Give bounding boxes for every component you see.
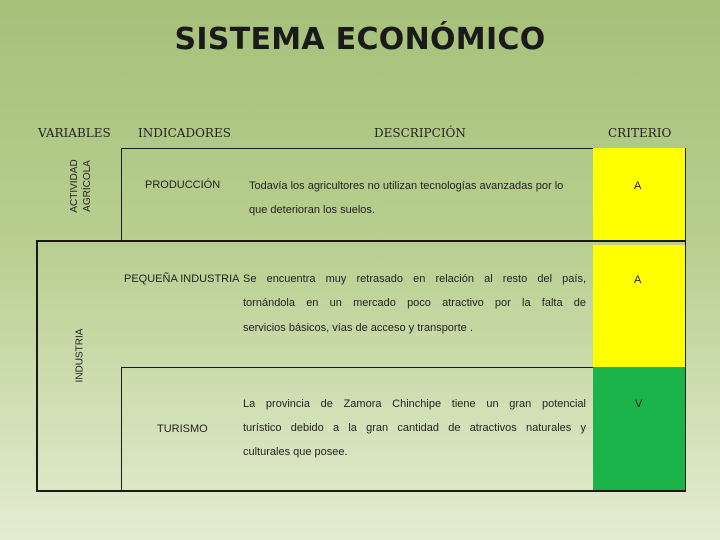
desc-produccion-line1: Todavía los agricultores no utilizan tecnologías avanzadas por lo — [249, 180, 564, 192]
header-indicadores: INDICADORES — [138, 126, 231, 140]
row-divider-industria — [121, 367, 593, 368]
indicator-pequena-industria: PEQUEÑA INDUSTRIA — [124, 273, 240, 285]
desc-turismo-line2: turístico debido a la gran cantidad de atractivos naturales y — [243, 422, 586, 434]
indicator-produccion: PRODUCCIÓN — [145, 179, 221, 191]
table-bottom-border — [36, 490, 686, 492]
header-divider — [121, 148, 593, 149]
variables-divider-bottom — [121, 367, 122, 490]
desc-turismo-line1: La provincia de Zamora Chinchipe tiene un gran potencial — [243, 398, 586, 410]
group-label-agricola: AGRÍCOLA — [82, 160, 93, 212]
criterio-turismo: V — [635, 398, 643, 410]
group-actividad-agricola — [68, 148, 94, 224]
group-label-actividad: ACTIVIDAD — [69, 159, 80, 213]
criterio-cell-turismo — [593, 367, 685, 490]
desc-industria-line2: tornándola en un mercado poco atractivo por la falta de — [243, 297, 586, 309]
header-variables: VARIABLES — [38, 126, 111, 140]
criterio-cell-pequena-industria — [593, 245, 685, 367]
indicator-turismo: TURISMO — [157, 423, 208, 435]
group-label-industria: INDUSTRIA — [74, 328, 86, 383]
row-divider-agricola — [36, 240, 686, 242]
desc-industria-line1: Se encuentra muy retrasado en relación al resto del país, — [243, 273, 586, 285]
criterio-pequena-industria: A — [634, 274, 642, 286]
table-left-border — [36, 242, 38, 492]
criterio-cell-produccion — [593, 148, 685, 240]
header-criterio: CRITERIO — [608, 126, 672, 140]
desc-industria-line3: servicios básicos, vías de acceso y transporte . — [243, 322, 473, 334]
variables-divider-top — [121, 148, 122, 240]
desc-produccion-line2: que deterioran los suelos. — [249, 204, 375, 216]
page-title: SISTEMA ECONÓMICO — [174, 22, 546, 57]
header-descripcion: DESCRIPCIÓN — [374, 126, 466, 140]
desc-turismo-line3: culturales que posee. — [243, 446, 348, 458]
criterio-produccion: A — [634, 180, 642, 192]
table-right-border — [685, 148, 686, 490]
